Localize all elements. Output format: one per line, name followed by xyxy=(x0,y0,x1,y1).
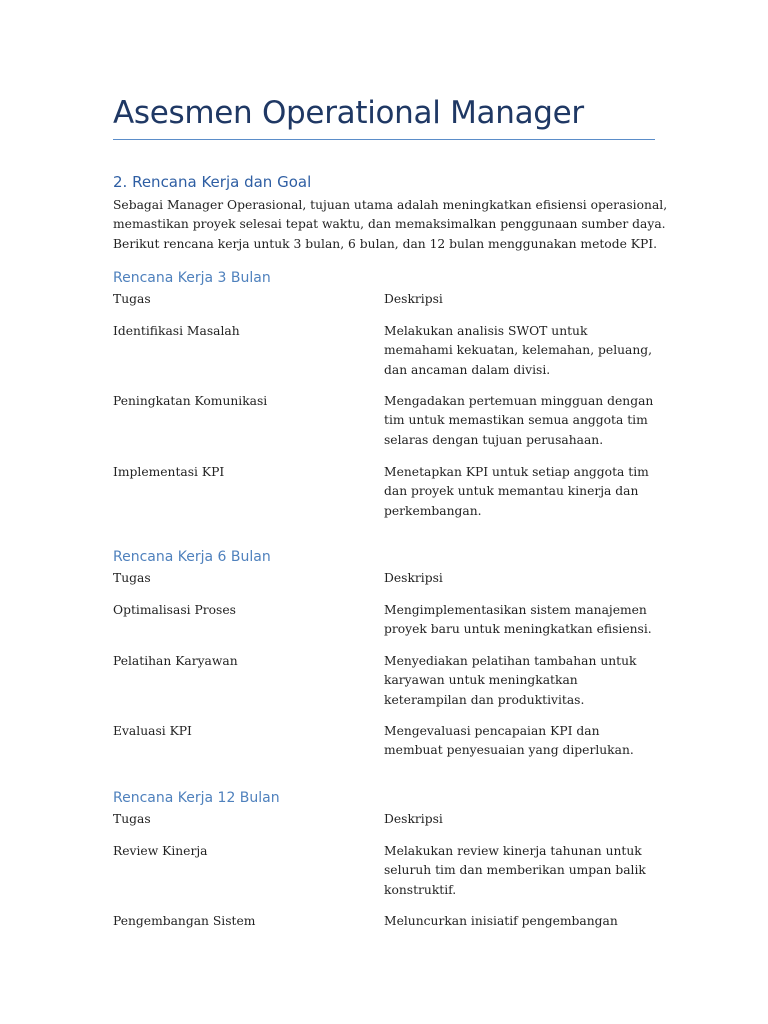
plan-heading: Rencana Kerja 12 Bulan xyxy=(113,790,280,806)
column-header-description: Deskripsi xyxy=(384,812,443,826)
intro-line: Sebagai Manager Operasional, tujuan utama adalah meningkatkan efisiensi operasional, xyxy=(113,198,668,212)
intro-line: memastikan proyek selesai tepat waktu, dan memaksimalkan penggunaan sumber daya. xyxy=(113,217,666,232)
task-cell: Identifikasi Masalah xyxy=(113,324,240,338)
description-line: memahami kekuatan, kelemahan, peluang, xyxy=(384,343,653,358)
description-cell xyxy=(384,463,655,521)
description-line: Melakukan review kinerja tahunan untuk xyxy=(384,844,642,858)
task-cell: Optimalisasi Proses xyxy=(113,603,236,617)
description-line: tim untuk memastikan semua anggota tim xyxy=(384,413,648,428)
description-cell xyxy=(384,392,655,450)
description-cell xyxy=(384,601,655,640)
description-line: Meluncurkan inisiatif pengembangan xyxy=(384,914,618,928)
task-cell: Evaluasi KPI xyxy=(113,724,192,738)
task-cell: Review Kinerja xyxy=(113,844,208,858)
description-line: konstruktif. xyxy=(384,882,457,897)
task-cell: Implementasi KPI xyxy=(113,465,225,479)
description-line: Mengimplementasikan sistem manajemen xyxy=(384,603,647,617)
description-cell xyxy=(384,912,655,931)
description-line: Menetapkan KPI untuk setiap anggota tim xyxy=(384,465,649,479)
description-line: seluruh tim dan memberikan umpan balik xyxy=(384,863,646,878)
description-line: Mengadakan pertemuan mingguan dengan xyxy=(384,394,654,408)
description-line: dan proyek untuk memantau kinerja dan xyxy=(384,484,639,499)
column-header-description: Deskripsi xyxy=(384,292,443,306)
description-cell xyxy=(384,722,655,761)
task-cell: Peningkatan Komunikasi xyxy=(113,394,268,408)
description-cell xyxy=(384,322,655,380)
task-cell: Pengembangan Sistem xyxy=(113,914,256,928)
section-heading: 2. Rencana Kerja dan Goal xyxy=(113,173,312,191)
description-line: proyek baru untuk meningkatkan efisiensi. xyxy=(384,622,652,637)
description-line: karyawan untuk meningkatkan xyxy=(384,673,578,688)
description-line: Melakukan analisis SWOT untuk xyxy=(384,324,588,338)
column-header-task: Tugas xyxy=(113,812,151,826)
description-cell xyxy=(384,652,655,710)
description-line: dan ancaman dalam divisi. xyxy=(384,362,551,377)
column-header-description: Deskripsi xyxy=(384,571,443,585)
description-line: Menyediakan pelatihan tambahan untuk xyxy=(384,654,637,668)
column-header-task: Tugas xyxy=(113,571,151,585)
title-underline xyxy=(113,139,655,140)
description-line: Mengevaluasi pencapaian KPI dan xyxy=(384,724,600,738)
plan-heading: Rencana Kerja 3 Bulan xyxy=(113,270,271,286)
description-cell xyxy=(384,842,655,900)
description-line: perkembangan. xyxy=(384,503,482,518)
description-line: selaras dengan tujuan perusahaan. xyxy=(384,432,604,447)
document-title: Asesmen Operational Manager xyxy=(113,95,584,131)
task-cell: Pelatihan Karyawan xyxy=(113,654,238,668)
column-header-task: Tugas xyxy=(113,292,151,306)
intro-paragraph xyxy=(113,196,668,254)
description-line: keterampilan dan produktivitas. xyxy=(384,692,585,707)
intro-line: Berikut rencana kerja untuk 3 bulan, 6 bulan, dan 12 bulan menggunakan metode KPI. xyxy=(113,236,657,251)
plan-heading: Rencana Kerja 6 Bulan xyxy=(113,549,271,565)
description-line: membuat penyesuaian yang diperlukan. xyxy=(384,743,634,758)
